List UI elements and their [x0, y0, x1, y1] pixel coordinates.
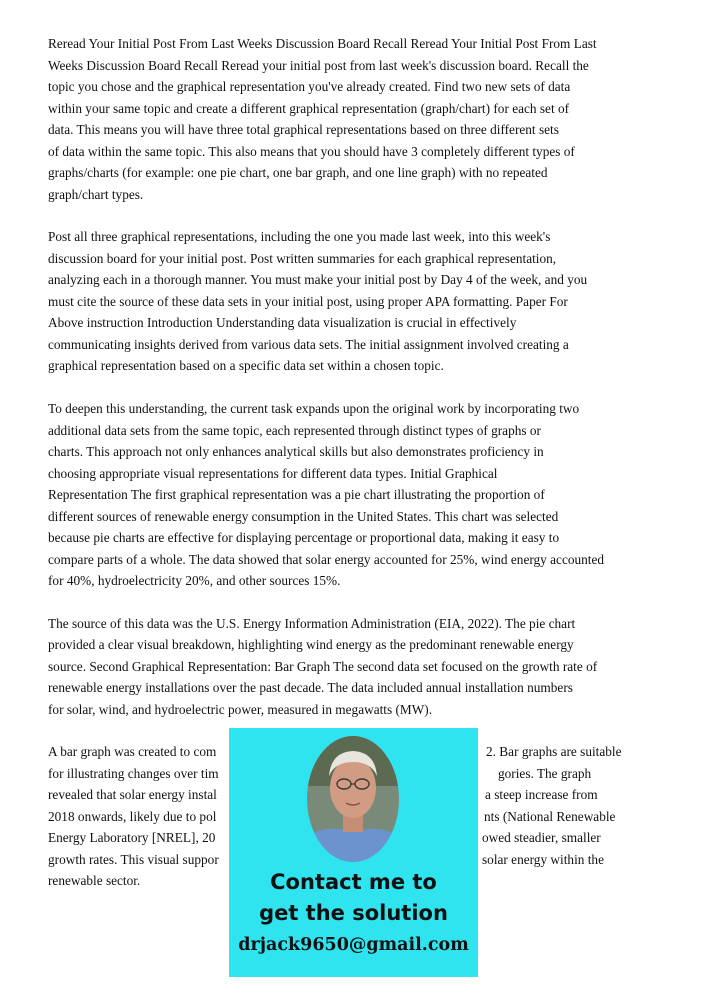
text-line-right: solar energy within the	[482, 851, 604, 867]
text-line: for illustrating changes over tim	[48, 765, 219, 781]
text-line: communicating insights derived from various data sets. The initial assignment involved creating a	[48, 336, 569, 352]
text-line: Representation The first graphical representation was a pie chart illustrating the proportion of	[48, 487, 545, 502]
text-line: To deepen this understanding, the current task expands upon the original work by incorporating two	[48, 401, 580, 416]
text-line: revealed that solar energy instal	[48, 787, 217, 802]
text-line: Above instruction Introduction Understanding data visualization is crucial in effectively	[48, 315, 517, 330]
text-line-right: 2. Bar graphs are suitable	[486, 744, 622, 759]
text-line: Post all three graphical representations, including the one you made last week, into this week's	[48, 229, 551, 244]
ad-line-2: get the solution	[259, 901, 448, 925]
text-line: analyzing each in a thorough manner. You must make your initial post by Day 4 of the week, and you	[48, 272, 588, 287]
text-line: of data within the same topic. This also means that you should have 3 completely different types of	[48, 143, 575, 159]
text-line: choosing appropriate visual representations for different data types. Initial Graphical	[48, 465, 498, 481]
text-line: topic you chose and the graphical representation you've already created. Find two new sets of data	[48, 79, 571, 94]
text-line: The source of this data was the U.S. Energy Information Administration (EIA, 2022). The pie chart	[48, 615, 576, 631]
text-line: must cite the source of these data sets in your initial post, using proper APA formatting. Paper For	[48, 293, 568, 309]
text-line: within your same topic and create a different graphical representation (graph/chart) for each set of	[48, 100, 570, 116]
text-line: renewable energy installations over the past decade. The data included annual installation numbers	[48, 680, 573, 695]
contact-advertisement[interactable]	[229, 728, 478, 977]
text-line: source. Second Graphical Representation: Bar Graph The second data set focused on the growth rate of	[48, 658, 598, 674]
text-line: Energy Laboratory [NREL], 20	[48, 830, 216, 845]
ad-email-link[interactable]: drjack9650@gmail.com	[238, 935, 469, 955]
text-line: additional data sets from the same topic, each represented through distinct types of graphs or	[48, 422, 541, 438]
text-line-right: gories. The graph	[498, 765, 592, 781]
text-line: for 40%, hydroelectricity 20%, and other sources 15%.	[48, 573, 341, 588]
text-line: for solar, wind, and hydroelectric power, measured in megawatts (MW).	[48, 701, 433, 717]
person-photo	[307, 736, 399, 862]
text-line: data. This means you will have three total graphical representations based on three different sets	[48, 122, 559, 137]
ad-headline	[229, 867, 478, 929]
text-line: different sources of renewable energy consumption in the United States. This chart was selected	[48, 508, 559, 524]
text-line: because pie charts are effective for displaying percentage or proportional data, making it easy to	[48, 530, 560, 545]
text-line: renewable sector.	[48, 873, 141, 888]
text-line: discussion board for your initial post. Post written summaries for each graphical representation,	[48, 250, 557, 266]
text-line: graph/chart types.	[48, 186, 144, 202]
text-line: graphical representation based on a specific data set within a chosen topic.	[48, 358, 444, 373]
text-line: Reread Your Initial Post From Last Weeks Discussion Board Recall Reread Your Initial Post From Last	[48, 36, 597, 51]
text-line: charts. This approach not only enhances analytical skills but also demonstrates proficiency in	[48, 444, 544, 459]
text-line-right: a steep increase from	[485, 787, 598, 802]
text-line-right: owed steadier, smaller	[482, 830, 601, 845]
text-line: provided a clear visual breakdown, highlighting wind energy as the predominant renewable energy	[48, 637, 574, 652]
text-line: Weeks Discussion Board Recall Reread your initial post from last week's discussion board. Recall the	[48, 57, 589, 73]
text-line-right: nts (National Renewable	[484, 808, 616, 824]
text-line: growth rates. This visual suppor	[48, 851, 219, 867]
text-line: A bar graph was created to com	[48, 744, 217, 759]
ad-line-1: Contact me to	[270, 870, 437, 894]
text-line: 2018 onwards, likely due to pol	[48, 808, 217, 824]
text-line: compare parts of a whole. The data showed that solar energy accounted for 25%, wind energy accounted	[48, 551, 605, 567]
text-line: graphs/charts (for example: one pie chart, one bar graph, and one line graph) with no repeated	[48, 165, 548, 180]
